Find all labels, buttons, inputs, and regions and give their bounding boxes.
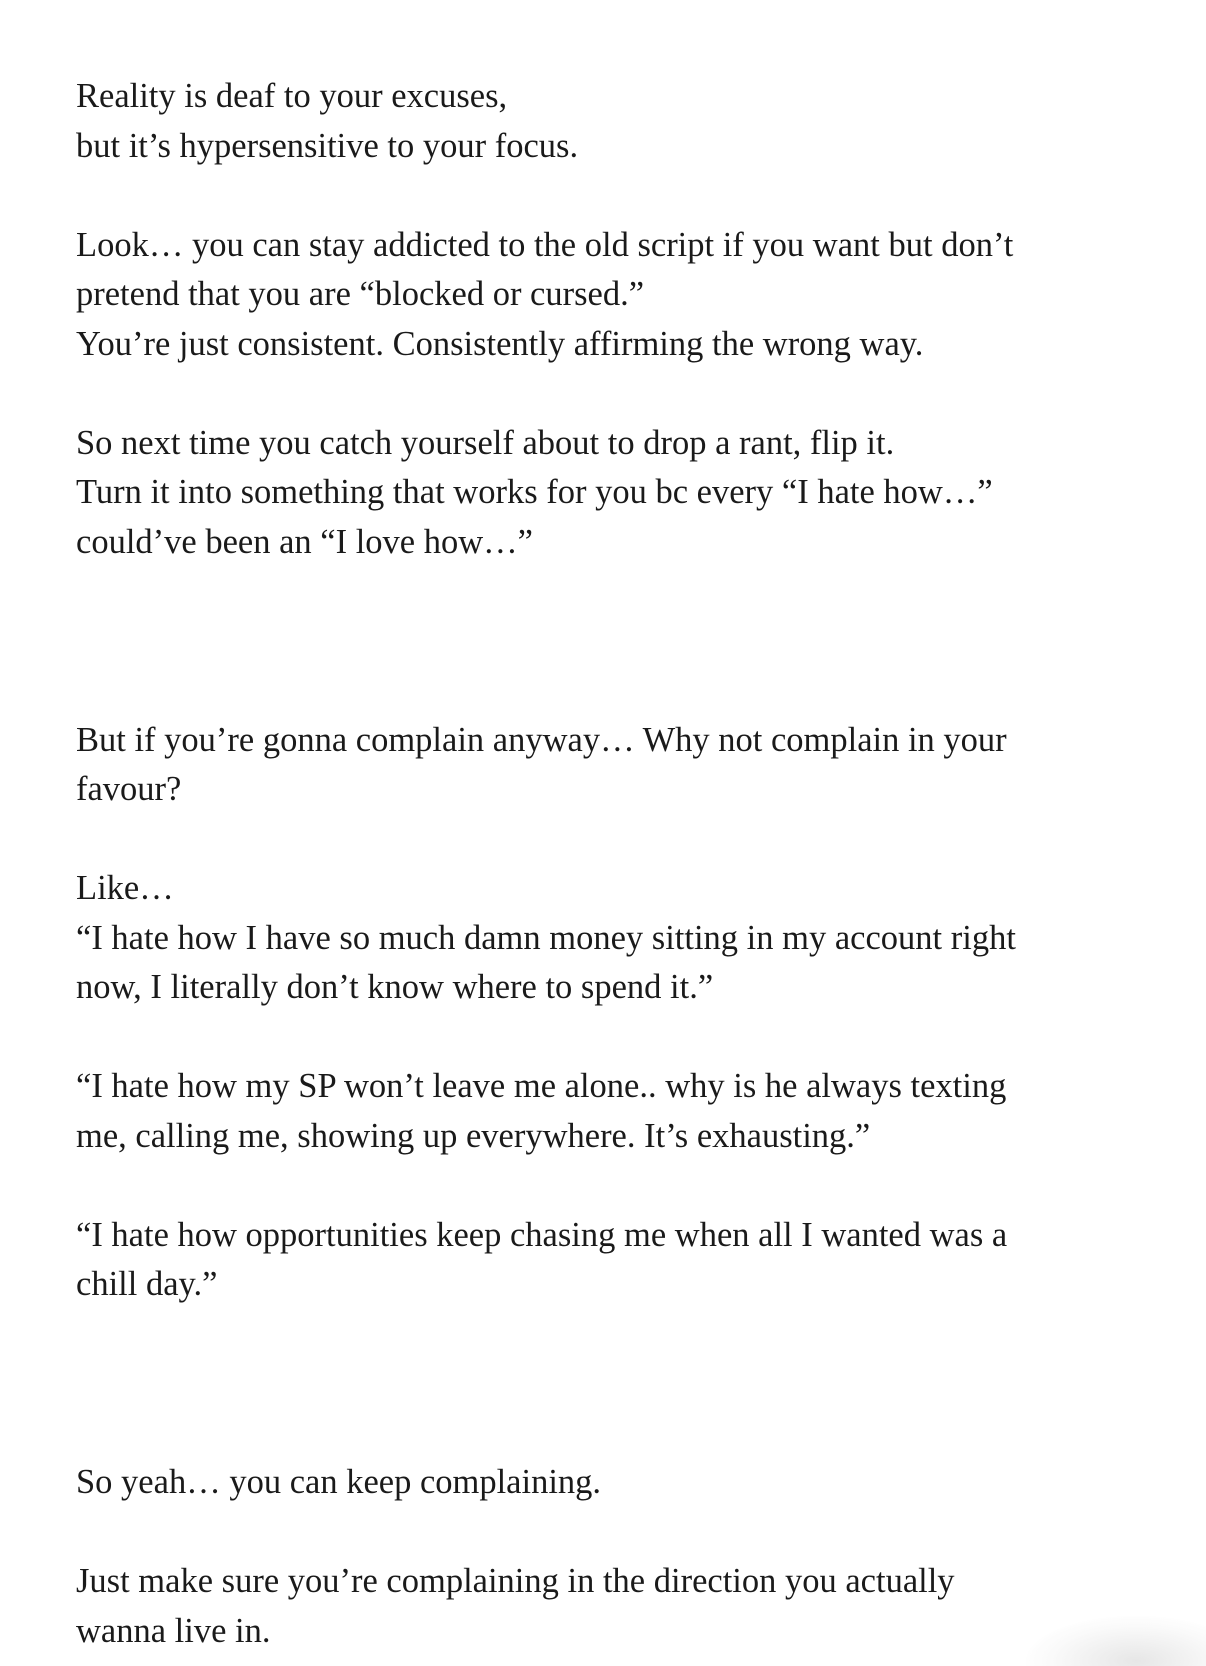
paragraph-so-yeah	[76, 1458, 1156, 1508]
paragraph-spacer	[76, 369, 1156, 419]
paragraph-reality	[76, 72, 1156, 171]
text-line: “I hate how my SP won’t leave me alone.. why is he always texting	[76, 1067, 1007, 1105]
text-line: So next time you catch yourself about to drop a rant, flip it.	[76, 423, 895, 462]
paragraph-opportunities	[76, 1211, 1156, 1310]
text-line: Look… you can stay addicted to the old script if you want but don’t	[76, 225, 1014, 264]
text-line: but it’s hypersensitive to your focus.	[76, 126, 579, 165]
section-spacer	[76, 1310, 1156, 1459]
text-line: “I hate how I have so much damn money sitting in my account right	[76, 918, 1016, 957]
text-line: me, calling me, showing up everywhere. It’s exhausting.”	[76, 1116, 871, 1155]
paragraph-next-time	[76, 419, 1156, 568]
text-line: wanna live in.	[76, 1611, 271, 1650]
paragraph-spacer	[76, 1161, 1156, 1211]
text-line: “I hate how opportunities keep chasing me when all I wanted was a	[76, 1215, 1008, 1254]
text-line: favour?	[76, 770, 182, 808]
text-line: Turn it into something that works for you bc every “I hate how…”	[76, 473, 993, 511]
paragraph-spacer	[76, 171, 1156, 221]
paragraph-sp	[76, 1062, 1156, 1161]
text-line: You’re just consistent. Consistently affirming the wrong way.	[76, 324, 924, 363]
paragraph-spacer	[76, 1508, 1156, 1558]
text-line: could’ve been an “I love how…”	[76, 522, 533, 561]
paragraph-complain-anyway	[76, 716, 1156, 815]
text-line: now, I literally don’t know where to spend it.”	[76, 968, 714, 1006]
text-line: chill day.”	[76, 1265, 218, 1303]
text-line: Reality is deaf to your excuses,	[76, 77, 508, 115]
paragraph-look	[76, 221, 1156, 370]
text-line: pretend that you are “blocked or cursed.”	[76, 275, 645, 313]
text-line: Just make sure you’re complaining in the direction you actually	[76, 1562, 955, 1600]
paragraph-direction	[76, 1557, 1156, 1656]
section-spacer	[76, 567, 1156, 716]
paragraph-like-money	[76, 864, 1156, 1013]
text-line: Like…	[76, 869, 174, 907]
text-line: But if you’re gonna complain anyway… Why not complain in your	[76, 720, 1007, 759]
paragraph-spacer	[76, 1013, 1156, 1063]
document-body	[76, 72, 1156, 1656]
paragraph-spacer	[76, 815, 1156, 865]
text-line: So yeah… you can keep complaining.	[76, 1463, 602, 1501]
